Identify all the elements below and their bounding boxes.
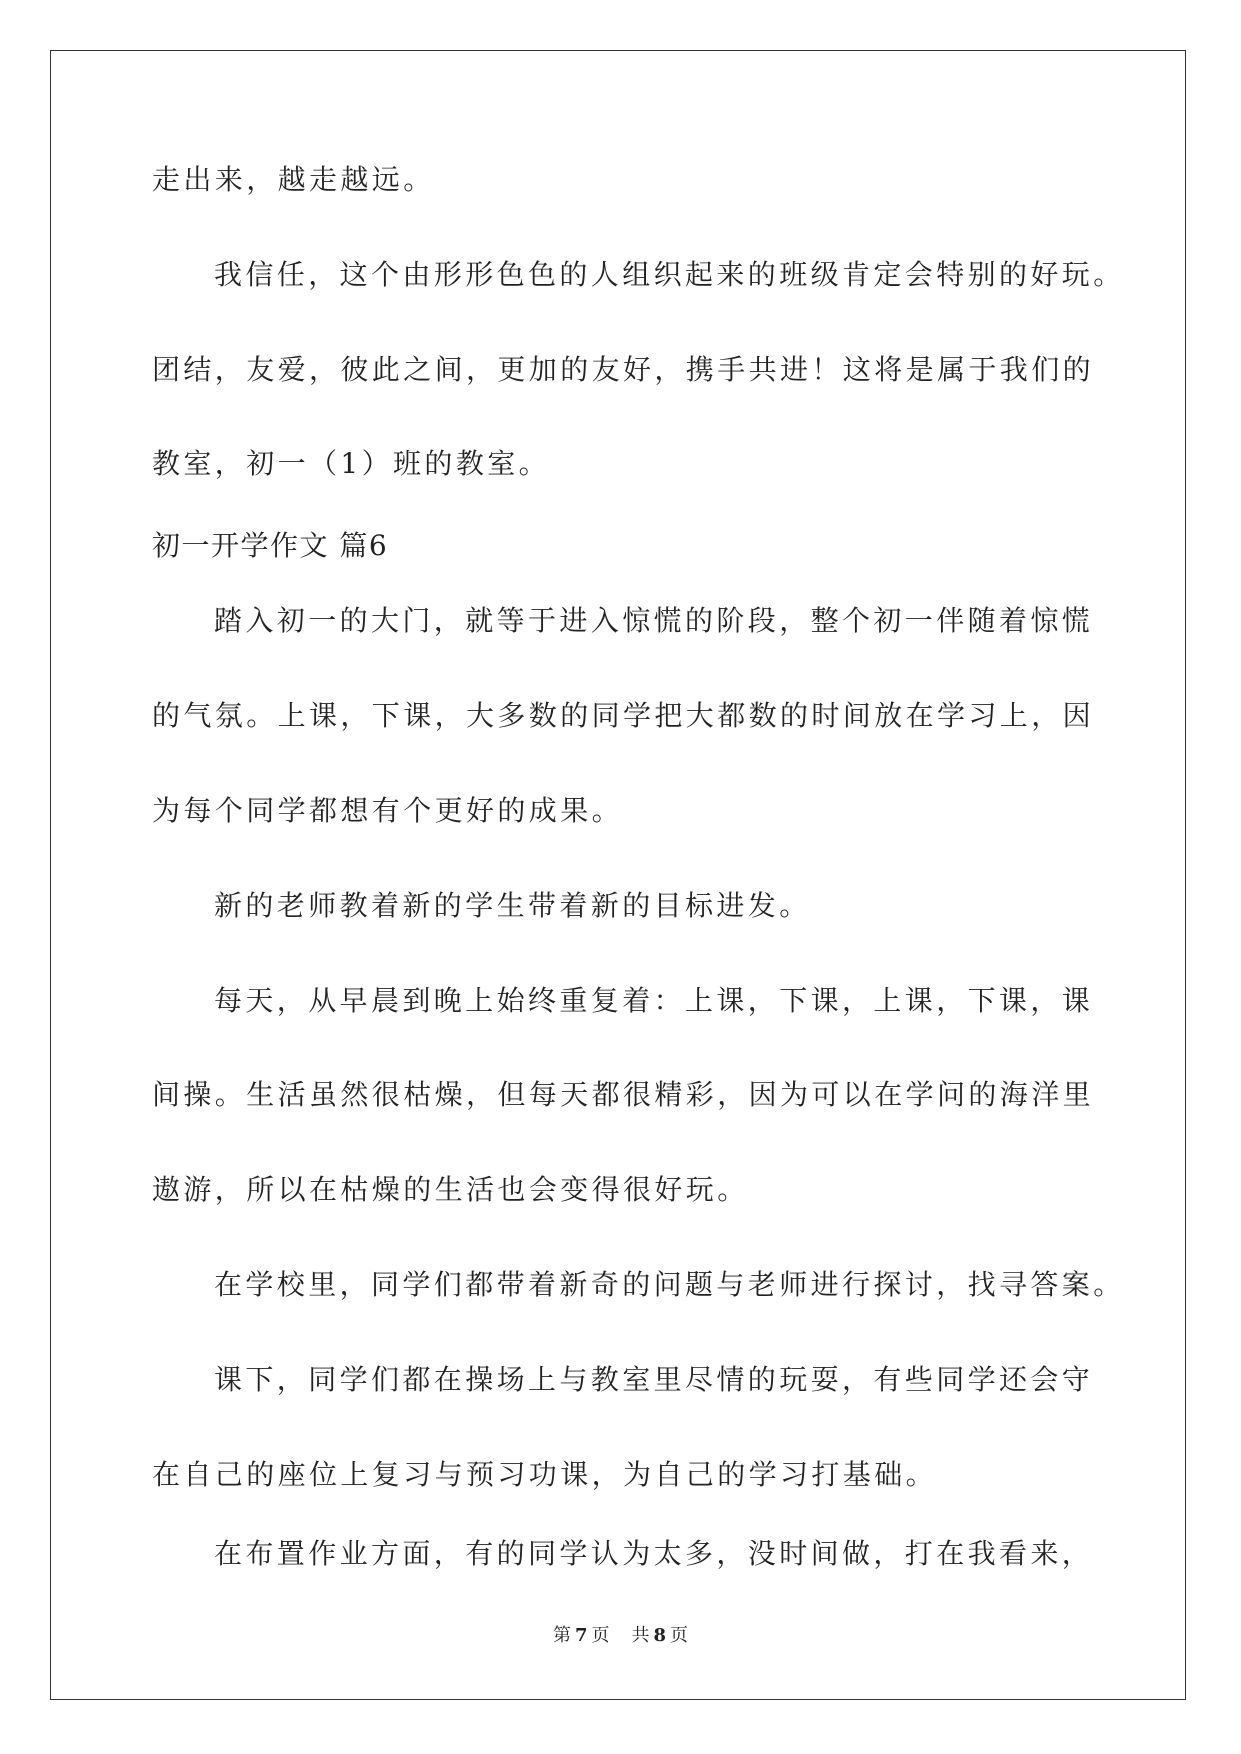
page-suffix: 页 [591,1625,610,1646]
page-footer [0,1624,1241,1648]
text-line: 我信任，这个由形形色色的人组织起来的班级肯定会特别的好玩。 [214,258,1125,291]
text-line: 课下，同学们都在操场上与教室里尽情的玩耍，有些同学还会守 [214,1363,1094,1396]
text-line: 在布置作业方面，有的同学认为太多，没时间做，打在我看来， [214,1537,1094,1570]
text-line: 走出来，越走越远。 [152,163,435,196]
text-line: 踏入初一的大门，就等于进入惊慌的阶段，整个初一伴随着惊慌 [214,604,1094,637]
page-current: 7 [574,1625,588,1646]
page-prefix: 第 [552,1625,571,1646]
text-line: 间操。生活虽然很枯燥，但每天都很精彩，因为可以在学问的海洋里 [152,1078,1095,1111]
text-line: 教室，初一（1）班的教室。 [152,447,551,480]
text-line: 新的老师教着新的学生带着新的目标进发。 [214,889,811,922]
section-heading: 初一开学作文 篇6 [152,529,389,562]
text-line: 在学校里，同学们都带着新奇的问题与老师进行探讨，找寻答案。 [214,1268,1125,1301]
text-line: 在自己的座位上复习与预习功课，为自己的学习打基础。 [152,1458,938,1491]
text-line: 为每个同学都想有个更好的成果。 [152,794,624,827]
text-line: 遨游，所以在枯燥的生活也会变得很好玩。 [152,1173,749,1206]
text-line: 每天，从早晨到晚上始终重复着：上课，下课，上课，下课，课 [214,984,1094,1017]
page-total: 8 [653,1625,667,1646]
page-border [50,50,1186,1700]
text-line: 团结，友爱，彼此之间，更加的友好，携手共进！这将是属于我们的 [152,353,1095,386]
text-line: 的气氛。上课，下课，大多数的同学把大都数的时间放在学习上，因 [152,699,1095,732]
total-suffix: 页 [670,1625,689,1646]
total-prefix: 共 [631,1625,650,1646]
